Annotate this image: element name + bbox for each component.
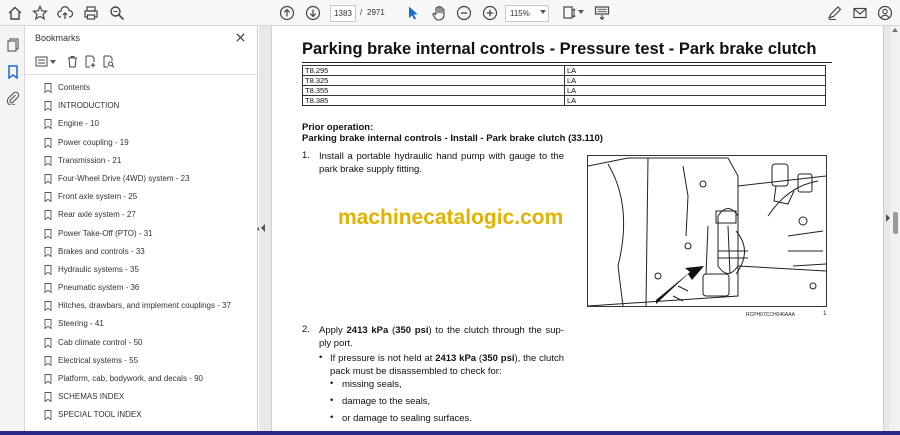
bookmark-icon <box>44 229 52 239</box>
current-page-value: 1383 <box>334 9 352 18</box>
pdf-page <box>271 26 884 435</box>
bookmark-label: Front axle system - 25 <box>58 192 138 202</box>
zoom-value: 115% <box>510 9 530 18</box>
sub-text-c: ), the clutch pack must be disassembled to check for: <box>330 353 564 377</box>
pressure-kpa: 2413 kPa <box>346 325 389 336</box>
figure-image <box>587 155 827 307</box>
bookmark-item[interactable] <box>25 115 257 133</box>
options-chevron-icon[interactable] <box>50 60 56 64</box>
bookmark-label: Brakes and controls - 33 <box>58 246 145 256</box>
zoom-search-icon[interactable] <box>107 3 127 23</box>
bookmark-label: INTRODUCTION <box>58 101 120 111</box>
vertical-scrollbar[interactable] <box>890 26 900 435</box>
bookmark-item[interactable] <box>25 279 257 297</box>
bookmark-label: Steering - 41 <box>58 319 104 329</box>
check-item: missing seals, <box>342 379 402 390</box>
bookmark-label: Rear axle system - 27 <box>58 210 136 220</box>
table-row <box>303 86 826 96</box>
home-icon[interactable] <box>5 3 25 23</box>
bookmark-icon <box>44 319 52 329</box>
cloud-upload-icon[interactable] <box>55 3 75 23</box>
bookmark-options-icon[interactable] <box>33 53 49 69</box>
bookmark-label: Hitches, drawbars, and implement couplings - 37 <box>58 301 231 311</box>
bookmark-item[interactable] <box>25 315 257 333</box>
page-title: Parking brake internal controls - Pressure test - Park brake clutch <box>302 40 832 63</box>
print-icon[interactable] <box>81 3 101 23</box>
bullet-dot: • <box>330 378 334 389</box>
bookmark-item[interactable] <box>25 79 257 97</box>
model-cell: T8.385 <box>303 96 565 106</box>
bookmark-item[interactable] <box>25 334 257 352</box>
bookmark-item[interactable] <box>25 406 257 424</box>
bookmark-list <box>25 79 257 425</box>
bookmark-icon <box>44 410 52 420</box>
watermark-text: machinecatalogic.com <box>338 206 564 229</box>
bookmark-icon <box>44 210 52 220</box>
step-number: 1. <box>302 150 310 161</box>
figure-caption-code: RCPH07CCH046AAA <box>746 312 795 318</box>
step-2-text-a: Apply <box>319 325 347 336</box>
window-bottom-border <box>0 431 900 435</box>
bookmark-item[interactable] <box>25 97 257 115</box>
collapse-left-arrow-icon[interactable] <box>261 224 265 232</box>
panel-title: Bookmarks <box>35 33 81 43</box>
pressure-psi: 350 psi <box>395 325 429 336</box>
zoom-out-icon[interactable] <box>454 3 474 23</box>
step-number: 2. <box>302 324 310 335</box>
add-bookmark-icon[interactable] <box>82 53 98 69</box>
attachment-icon[interactable] <box>4 89 21 106</box>
check-item: or damage to sealing surfaces. <box>342 413 472 424</box>
bookmark-label: SCHEMAS INDEX <box>58 392 125 402</box>
bookmark-icon <box>44 156 52 166</box>
bookmark-label: Transmission - 21 <box>58 155 122 165</box>
page-down-icon[interactable] <box>303 3 323 23</box>
bookmark-item[interactable] <box>25 352 257 370</box>
scroll-up-arrow-icon[interactable] <box>892 28 898 32</box>
hand-icon[interactable] <box>429 3 449 23</box>
bookmark-label: Engine - 10 <box>58 119 99 129</box>
bookmarks-panel <box>25 26 258 435</box>
keyboard-icon[interactable] <box>592 3 612 23</box>
sign-icon[interactable] <box>825 3 845 23</box>
fit-page-icon[interactable] <box>559 3 579 23</box>
bookmark-label: SPECIAL TOOL INDEX <box>58 410 142 420</box>
chevron-down-icon <box>540 10 546 14</box>
bookmark-item[interactable] <box>25 225 257 243</box>
pressure-check-text <box>330 352 564 378</box>
step-2-text <box>319 324 564 350</box>
bookmark-item[interactable] <box>25 388 257 406</box>
config-cell: LA <box>565 76 826 86</box>
step-1-text: Install a portable hydraulic hand pump with gauge to the park brake supply fitting. <box>319 151 564 175</box>
config-cell: LA <box>565 96 826 106</box>
sub-pressure-kpa: 2413 kPa <box>435 353 477 364</box>
star-icon[interactable] <box>30 3 50 23</box>
table-row <box>303 76 826 86</box>
bullet-dot: • <box>319 352 323 363</box>
bookmark-item[interactable] <box>25 206 257 224</box>
document-area[interactable] <box>259 26 900 435</box>
bookmark-icon <box>44 119 52 129</box>
bookmark-item[interactable] <box>25 134 257 152</box>
fit-menu-chevron-icon[interactable] <box>578 10 584 14</box>
figure-number: 1 <box>823 310 827 317</box>
bookmark-label: Contents <box>58 83 91 92</box>
bookmark-icon <box>44 83 52 93</box>
bookmark-label: Electrical systems - 55 <box>58 355 139 365</box>
close-icon[interactable] <box>233 30 247 44</box>
config-cell: LA <box>565 86 826 96</box>
panel-divider <box>25 74 257 75</box>
bookmark-item[interactable] <box>25 188 257 206</box>
delete-icon[interactable] <box>64 53 80 69</box>
bullet-dot: • <box>330 412 334 423</box>
prior-operation-link[interactable]: Parking brake internal controls - Install - Park brake clutch (33.110) <box>302 133 603 144</box>
bookmark-icon <box>44 192 52 202</box>
bookmark-item[interactable] <box>25 152 257 170</box>
toolbar <box>0 0 900 26</box>
scroll-thumb[interactable] <box>893 212 898 234</box>
bookmark-icon <box>44 174 52 184</box>
table-row <box>303 66 826 76</box>
bookmark-label: Hydraulic systems - 35 <box>58 264 139 274</box>
bookmark-label: Four-Wheel Drive (4WD) system - 23 <box>58 173 190 183</box>
bookmark-icon <box>44 338 52 348</box>
bookmark-icon[interactable] <box>4 63 21 80</box>
pages-icon[interactable] <box>4 36 21 53</box>
page-up-icon[interactable] <box>277 3 297 23</box>
bookmark-item[interactable] <box>25 243 257 261</box>
step-2-text-b: ( <box>388 325 396 336</box>
bookmark-label: Power Take-Off (PTO) - 31 <box>58 228 153 238</box>
account-icon[interactable] <box>875 3 895 23</box>
bookmark-icon <box>44 356 52 366</box>
sub-text-a: If pressure is not held at <box>330 353 436 364</box>
select-cursor-icon[interactable] <box>403 3 423 23</box>
park-brake-fitting-illustration <box>588 156 826 306</box>
bookmark-label: Power coupling - 19 <box>58 137 129 147</box>
bookmark-icon <box>44 101 52 111</box>
bookmark-icon <box>44 283 52 293</box>
zoom-in-icon[interactable] <box>480 3 500 23</box>
bookmark-item[interactable] <box>25 370 257 388</box>
sub-text-b: ( <box>476 353 483 364</box>
current-page-input[interactable] <box>330 5 356 22</box>
navigation-rail <box>0 26 25 435</box>
check-item: damage to the seals, <box>342 396 431 407</box>
bookmark-label: Pneumatic system - 36 <box>58 283 140 293</box>
bookmark-icon <box>44 374 52 384</box>
table-row <box>303 96 826 106</box>
bookmark-label: Cab climate control - 50 <box>58 337 143 347</box>
bookmark-item[interactable] <box>25 297 257 315</box>
prior-operation-label: Prior operation: <box>302 122 374 133</box>
bookmark-label: Platform, cab, bodywork, and decals - 90 <box>58 374 203 383</box>
model-table <box>302 65 826 106</box>
bookmark-icon <box>44 301 52 311</box>
total-pages: 2971 <box>367 8 385 17</box>
bookmark-search-icon[interactable] <box>100 53 116 69</box>
email-icon[interactable] <box>850 3 870 23</box>
bookmark-icon <box>44 265 52 275</box>
bookmark-icon <box>44 247 52 257</box>
sub-pressure-psi: 350 psi <box>482 353 515 364</box>
bookmark-item[interactable] <box>25 261 257 279</box>
bullet-dot: • <box>330 395 334 406</box>
bookmark-icon <box>44 138 52 148</box>
model-cell: T8.355 <box>303 86 565 96</box>
model-cell: T8.295 <box>303 66 565 76</box>
config-cell: LA <box>565 66 826 76</box>
model-cell: T8.325 <box>303 76 565 86</box>
page-separator: / <box>360 8 363 17</box>
step-2-text-c: ) to the clutch through the sup-ply port. <box>319 325 564 349</box>
bookmark-item[interactable] <box>25 170 257 188</box>
bookmark-icon <box>44 392 52 402</box>
